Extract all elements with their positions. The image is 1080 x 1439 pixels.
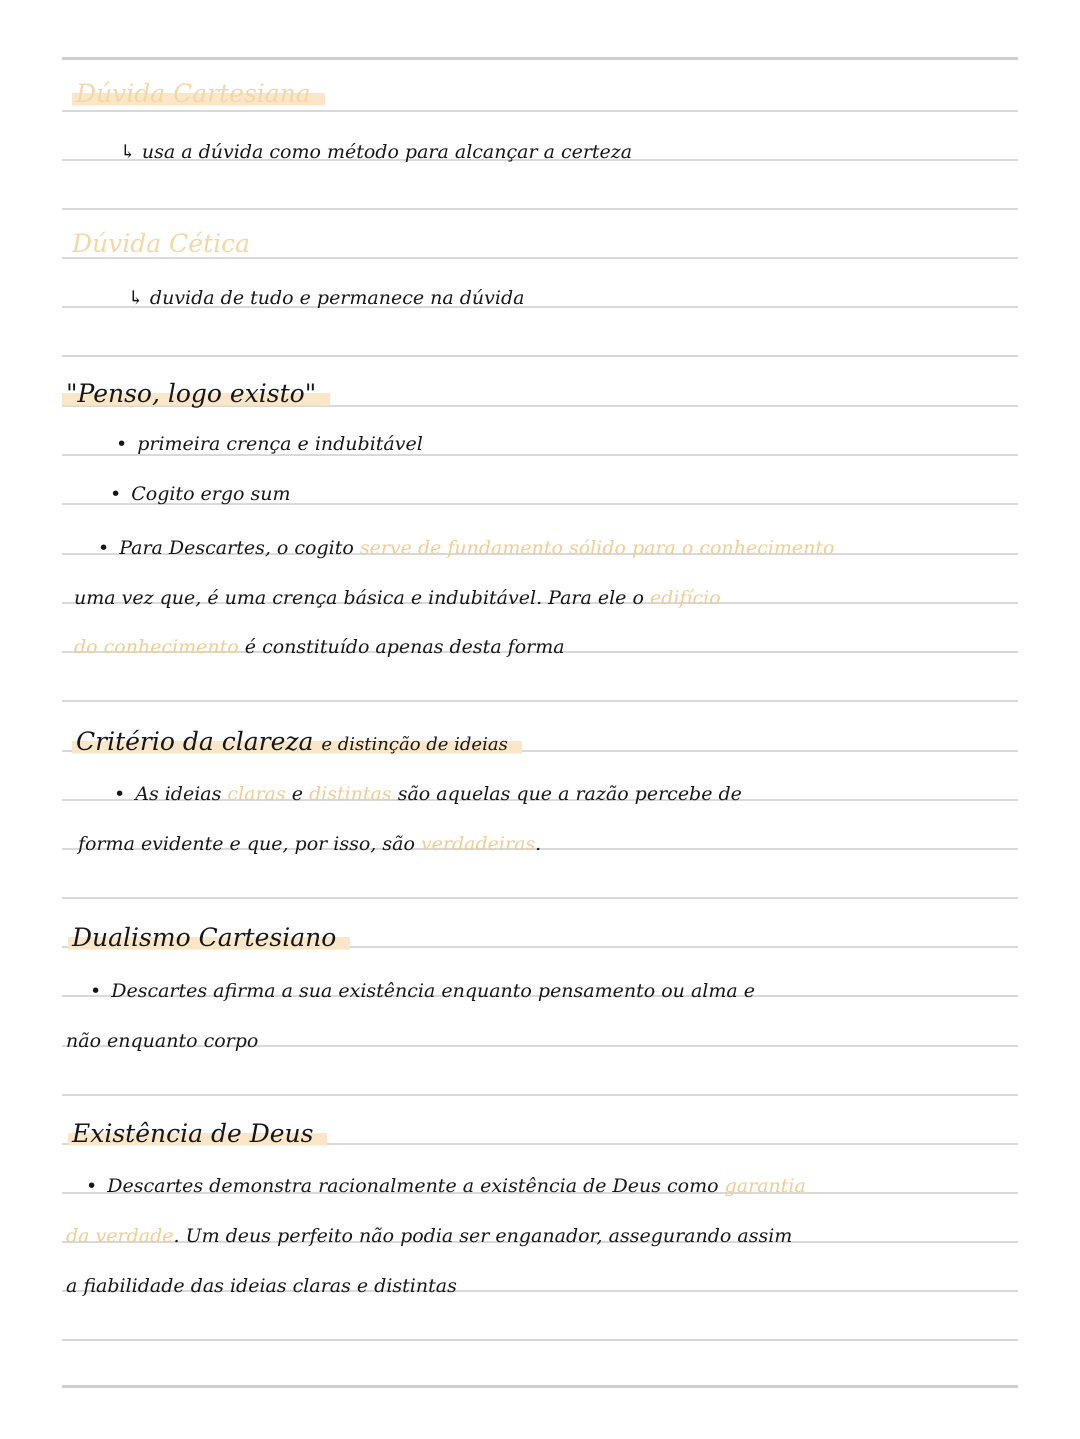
- ruled-line: [62, 897, 1018, 899]
- top-rule: [62, 57, 1018, 60]
- bottom-rule: [62, 1385, 1018, 1388]
- note-duvida-cartesiana: [120, 138, 632, 166]
- note-duvida-cetica: [128, 284, 524, 312]
- text-run: Descartes demonstra racionalmente a existência de Deus como: [107, 1175, 719, 1197]
- heading-duvida-cetica: [72, 230, 250, 258]
- ruled-line: [62, 1094, 1018, 1096]
- ruled-line: [62, 208, 1018, 210]
- highlighted-text: da verdade: [66, 1225, 174, 1247]
- heading-text: Dúvida Cartesiana: [72, 79, 325, 108]
- highlighted-text: verdadeiras: [420, 833, 536, 855]
- highlighted-text: distintas: [308, 783, 392, 805]
- text-run: .: [535, 833, 542, 855]
- bullet-icon: •: [114, 783, 126, 805]
- bullet-icon: •: [116, 433, 128, 455]
- heading-duvida-cartesiana: [72, 80, 325, 108]
- text-run: . Um deus perfeito não podia ser enganador, assegurando assim: [173, 1225, 793, 1247]
- heading-cogito: [62, 380, 330, 408]
- text-run: As ideias: [135, 783, 222, 805]
- heading-text-small: e distinção de ideias: [321, 734, 508, 755]
- heading-text: Dúvida Cética: [72, 229, 250, 258]
- text-run: forma evidente e que, por isso, são: [78, 833, 415, 855]
- text-run: Descartes afirma a sua existência enquanto pensamento ou alma e: [111, 980, 755, 1002]
- bullet-icon: •: [98, 537, 110, 559]
- text-run: e: [291, 783, 303, 805]
- dualismo-line-2: [66, 1027, 258, 1055]
- heading-text-main: Critério da clareza: [76, 727, 314, 756]
- dualismo-line-1: [90, 977, 755, 1005]
- bullet-text: Cogito ergo sum: [131, 483, 291, 505]
- heading-text: [72, 727, 522, 756]
- ruled-line: [62, 355, 1018, 357]
- heading-text: Dualismo Cartesiano: [68, 923, 350, 952]
- text-run: uma vez que, é uma crença básica e indubitável. Para ele o: [74, 587, 644, 609]
- bullet-item: [116, 430, 423, 458]
- deus-line-2: [66, 1222, 792, 1250]
- cogito-paragraph-line-3: [74, 633, 565, 661]
- highlighted-text: claras: [227, 783, 286, 805]
- ruled-line: [62, 110, 1018, 112]
- heading-criterio: [72, 728, 522, 759]
- highlighted-text: serve de fundamento sólido para o conhecimento: [359, 537, 835, 559]
- bullet-text: primeira crença e indubitável: [137, 433, 423, 455]
- note-text: duvida de tudo e permanece na dúvida: [149, 287, 525, 309]
- cogito-paragraph-line-2: [74, 584, 721, 612]
- heading-text: Existência de Deus: [68, 1119, 327, 1148]
- cogito-paragraph-line-1: [98, 534, 834, 562]
- deus-line-3: [66, 1272, 457, 1300]
- note-text: usa a dúvida como método para alcançar a certeza: [141, 141, 633, 163]
- criterio-line-1: [114, 780, 742, 808]
- bullet-item: [110, 480, 291, 508]
- highlighted-text: do conhecimento: [74, 636, 239, 658]
- highlighted-text: edifício: [649, 587, 721, 609]
- bullet-icon: •: [86, 1175, 98, 1197]
- deus-line-1: [86, 1172, 806, 1200]
- text-run: não enquanto corpo: [66, 1030, 259, 1052]
- heading-text: "Penso, logo existo": [62, 379, 330, 408]
- bullet-icon: •: [110, 483, 122, 505]
- arrow-icon: ↳: [120, 141, 136, 163]
- text-run: Para Descartes, o cogito: [119, 537, 354, 559]
- ruled-line: [62, 700, 1018, 702]
- bullet-icon: •: [90, 980, 102, 1002]
- heading-dualismo: [68, 924, 350, 952]
- text-run: a fiabilidade das ideias claras e distintas: [66, 1275, 457, 1297]
- ruled-line: [62, 1339, 1018, 1341]
- text-run: é constituído apenas desta forma: [244, 636, 565, 658]
- heading-deus: [68, 1120, 327, 1148]
- arrow-icon: ↳: [128, 287, 144, 309]
- criterio-line-2: [78, 830, 541, 858]
- text-run: são aquelas que a razão percebe de: [397, 783, 742, 805]
- highlighted-text: garantia: [724, 1175, 806, 1197]
